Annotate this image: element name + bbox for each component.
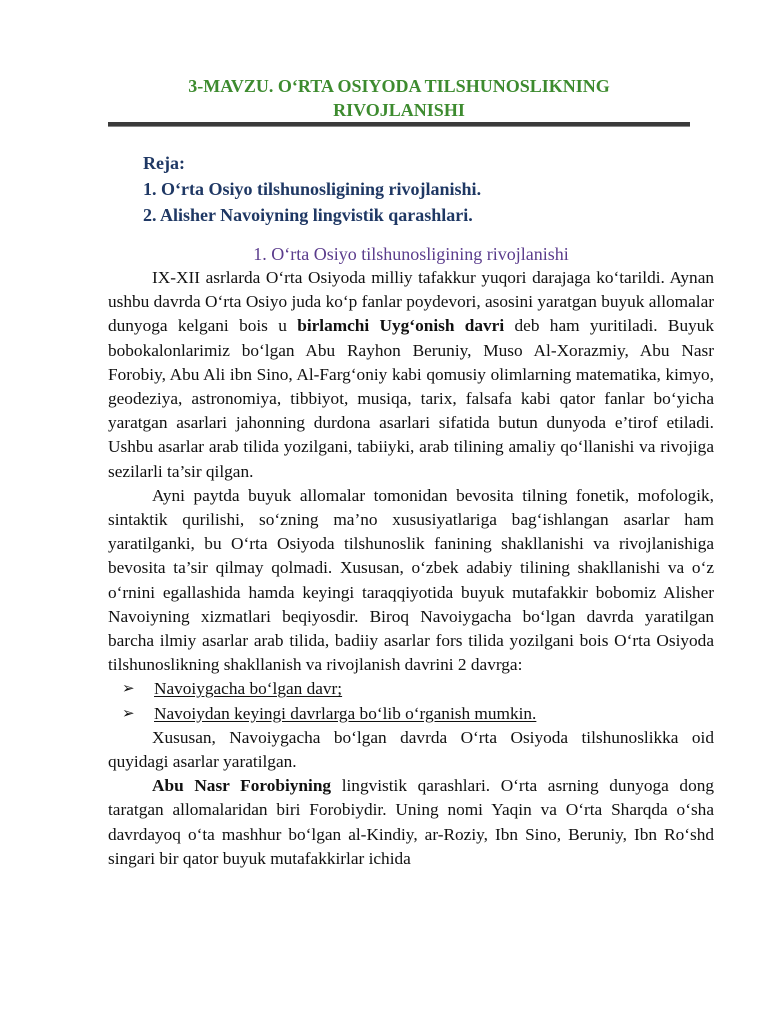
title-line-1: 3-MAVZU. O‘RTA OSIYODA TILSHUNOSLIKNING xyxy=(188,76,610,96)
bullet-item-1 xyxy=(108,677,714,701)
paragraph-2: Ayni paytda buyuk allomalar tomonidan bevosita tilning fonetik, mofologik, sintaktik qurilishi, so‘zning ma’no xususiyatlariga bag‘ishlangan asarlar ham yaratilganki, bu O‘rta Osiyoda tilshunoslik fanining shakllanishi va rivojlanishiga bevosita ta’sir qilmay qolmadi. Xususan, o‘zbek adabiy tilining shakllanishi va o‘z o‘rnini egallashida hamda keyingi taraqqiyotida buyuk mutafakkir bobomiz Alisher Navoiyning xizmatlari beqiyosdir. Biroq Navoiygacha bo‘lgan davrda yaratilgan barcha ilmiy asarlar arab tilida, badiiy asarlar fors tilida yozilgani bois O‘rta Osiyoda tilshunoslikning shakllanish va rivojlanish davrini 2 davrga: xyxy=(108,485,714,675)
plan-block xyxy=(143,150,703,228)
paragraph-4-text: lingvistik qarashlari. O‘rta asrning dunyoga dong taratgan allomalaridan biri Forobiydir. Uning nomi Yaqin va O‘rta Sharqda o‘sha davrdayoq o‘ta mashhur bo‘lgan al-Kindiy, ar-Roziy, Ibn Sino, Beruniy, Ibn Ro‘shd singari bir qator buyuk mutafakkirlar ichida xyxy=(108,776,714,868)
plan-item-2: 2. Alisher Navoiyning lingvistik qarashlari. xyxy=(143,205,473,225)
plan-item-1: 1. O‘rta Osiyo tilshunosligining rivojlanishi. xyxy=(143,179,482,199)
paragraph-4-bold: Abu Nasr Forobiyning xyxy=(152,776,332,796)
paragraph-1 xyxy=(108,266,714,484)
body-text xyxy=(108,266,714,871)
title-divider xyxy=(108,122,690,126)
bullet-item-1-text: Navoiygacha bo‘lgan davr; xyxy=(154,679,343,699)
plan-label: Reja: xyxy=(143,153,185,173)
arrow-bullet-icon: ➢ xyxy=(122,705,135,722)
page-title xyxy=(108,74,690,122)
paragraph-4 xyxy=(108,774,714,871)
section-heading: 1. O‘rta Osiyo tilshunosligining rivojlanishi xyxy=(253,244,569,264)
title-line-2: RIVOJLANISHI xyxy=(333,100,465,120)
paragraph-1-part-b: deb ham yuritiladi. Buyuk bobokalonlarimiz bo‘lgan Abu Rayhon Beruniy, Muso Al-Xorazmiy, Abu Nasr Forobiy, Abu Ali ibn Sino, Al-Farg‘oniy kabi qomusiy olimlarning matematika, kimyo, geodeziya, astronomiya, tibbiyot, musiqa, tarix, falsafa kabi qator fanlar bo‘yicha yaratgan asarlari jahonning durdona asarlari sifatida butun dunyoda e’tirof etiladi. Ushbu asarlar arab tilida yozilgani, tabiiyki, arab tilining amaliy qo‘llanishi va rivojiga sezilarli ta’sir qilgan. xyxy=(108,316,715,481)
paragraph-1-part-a: IX-XII asrlarda O‘rta Osiyoda milliy tafakkur yuqori darajaga ko‘tarildi. Aynan ushbu davrda O‘rta Osiyo juda ko‘p fanlar poydevori, asosini yaratgan buyuk allomalar dunyoga kelgani bois u xyxy=(108,268,714,336)
bullet-item-2-text: Navoiydan keyingi davrlarga bo‘lib o‘rganish mumkin. xyxy=(154,703,537,723)
paragraph-1-bold: birlamchi Uyg‘onish davri xyxy=(297,316,505,336)
arrow-bullet-icon: ➢ xyxy=(122,681,135,698)
bullet-item-2 xyxy=(108,702,714,726)
bullet-list xyxy=(108,677,714,725)
paragraph-3: Xususan, Navoiygacha bo‘lgan davrda O‘rta Osiyoda tilshunoslikka oid quyidagi asarlar yaratilgan. xyxy=(108,727,714,772)
